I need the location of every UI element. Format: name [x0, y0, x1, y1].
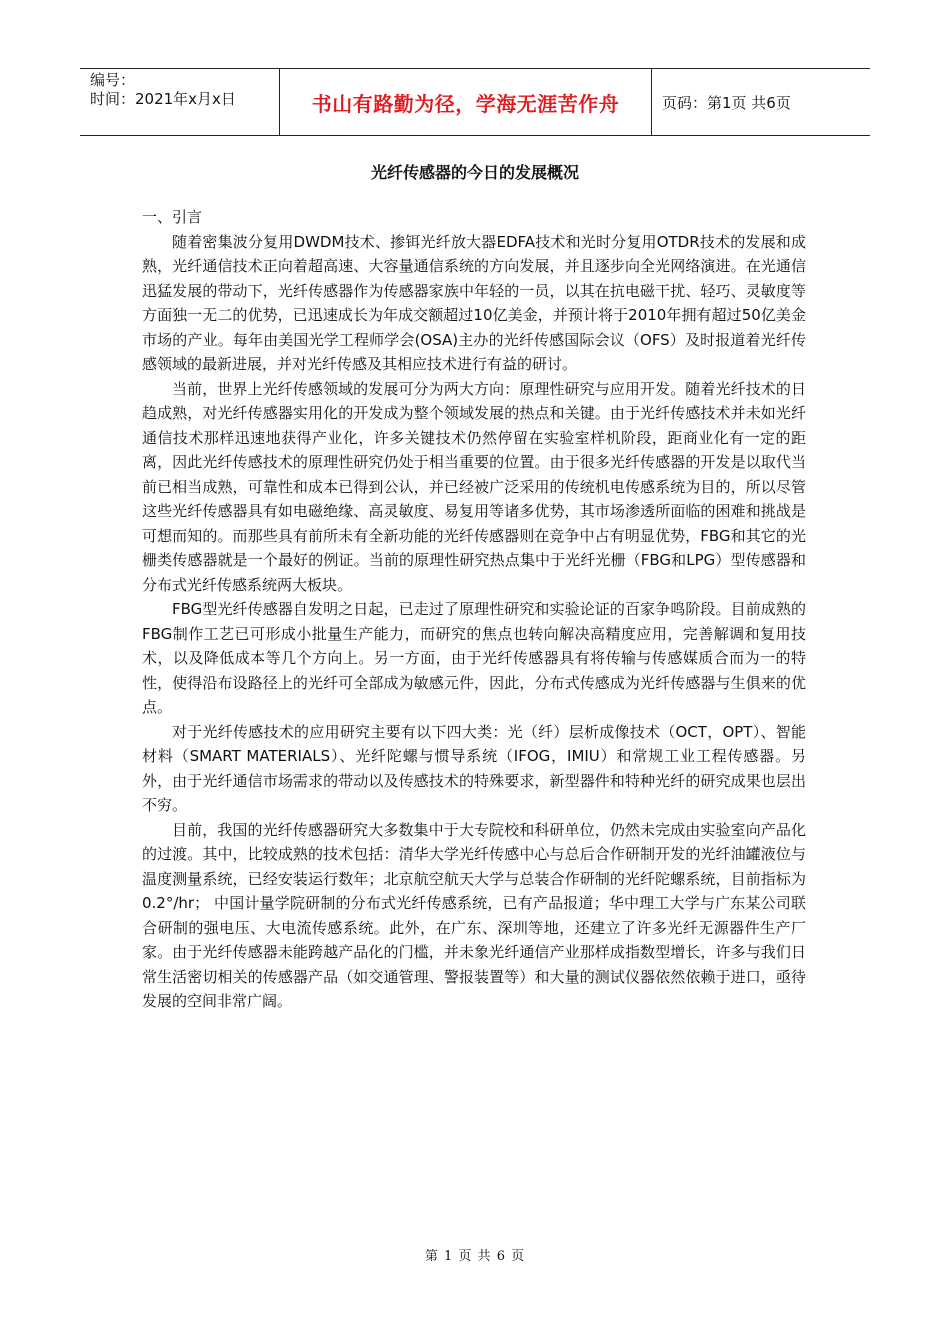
page-footer: 第 1 页 共 6 页 — [424, 1249, 526, 1264]
document-body — [142, 205, 806, 1014]
section-heading: 一、引言 — [142, 208, 203, 226]
page-header — [80, 68, 870, 136]
body-paragraph: 对于光纤传感技术的应用研究主要有以下四大类：光（纤）层析成像技术（OCT，OPT）、智能材料（SMART MATERIALS）、光纤陀螺与惯导系统（IFOG，IMIU）和常规工业工程传感器。另外，由于光纤通信市场需求的带动以及传感技术的特殊要求，新型器件和特种光纤的研究成果也层出不穷。 — [142, 722, 806, 814]
header-meta — [80, 69, 280, 135]
body-paragraph: 目前，我国的光纤传感器研究大多数集中于大专院校和科研单位，仍然未完成由实验室向产品化的过渡。其中，比较成熟的技术包括：清华大学光纤传感中心与总后合作研制开发的光纤油罐液位与温度测量系统，已经安装运行数年；北京航空航天大学与总装合作研制的光纤陀螺系统，目前指标为0.2°/hr； 中国计量学院研制的分布式光纤传感系统，已有产品报道；华中理工大学与广东某公司联合研制的强电压、大电流传感系统。此外，在广东、深圳等地，还建立了许多光纤无源器件生产厂家。由于光纤传感器未能跨越产品化的门槛，并未象光纤通信产业那样成指数型增长，许多与我们日常生活密切相关的传感器产品（如交通管理、警报装置等）和大量的测试仪器依然依赖于进口，亟待发展的空间非常广阔。 — [142, 820, 806, 1010]
header-page-info: 页码：第1页 共6页 — [662, 93, 791, 112]
document-code-label: 编号： — [90, 71, 136, 89]
body-paragraph: 当前，世界上光纤传感领域的发展可分为两大方向：原理性研究与应用开发。随着光纤技术的日趋成熟，对光纤传感器实用化的开发成为整个领域发展的热点和关键。由于光纤传感技术并未如光纤通信技术那样迅速地获得产业化，许多关键技术仍然停留在实验室样机阶段，距商业化有一定的距离，因此光纤传感技术的原理性研究仍处于相当重要的位置。由于很多光纤传感器的开发是以取代当前已相当成熟，可靠性和成本已得到公认，并已经被广泛采用的传统机电传感系统为目的，所以尽管这些光纤传感器具有如电磁绝缘、高灵敏度、易复用等诸多优势，其市场渗透所面临的困难和挑战是可想而知的。而那些具有前所未有全新功能的光纤传感器则在竞争中占有明显优势，FBG和其它的光栅类传感器就是一个最好的例证。当前的原理性研究热点集中于光纤光栅（FBG和LPG）型传感器和分布式光纤传感系统两大板块。 — [142, 379, 806, 594]
document-title: 光纤传感器的今日的发展概况 — [370, 163, 579, 182]
body-paragraph: 随着密集波分复用DWDM技术、掺铒光纤放大器EDFA技术和光时分复用OTDR技术的发展和成熟，光纤通信技术正向着超高速、大容量通信系统的方向发展，并且逐步向全光网络演进。在光通信迅猛发展的带动下，光纤传感器作为传感器家族中年轻的一员，以其在抗电磁干扰、轻巧、灵敏度等方面独一无二的优势，已迅速成长为年成交额超过10亿美金，并预计将于2010年拥有超过50亿美金市场的产业。每年由美国光学工程师学会(OSA)主办的光纤传感国际会议（OFS）及时报道着光纤传感领域的最新进展，并对光纤传感及其相应技术进行有益的研讨。 — [142, 232, 806, 373]
body-paragraph: FBG型光纤传感器自发明之日起，已走过了原理性研究和实验论证的百家争鸣阶段。目前成熟的FBG制作工艺已可形成小批量生产能力，而研究的焦点也转向解决高精度应用，完善解调和复用技术，以及降低成本等几个方向上。另一方面，由于光纤传感器具有将传输与传感媒质合而为一的特性，使得沿布设路径上的光纤可全部成为敏感元件，因此，分布式传感成为光纤传感器与生俱来的优点。 — [142, 600, 806, 716]
header-motto: 书山有路勤为径，学海无涯苦作舟 — [280, 69, 652, 135]
document-date: 时间：2021年x月x日 — [90, 90, 236, 108]
